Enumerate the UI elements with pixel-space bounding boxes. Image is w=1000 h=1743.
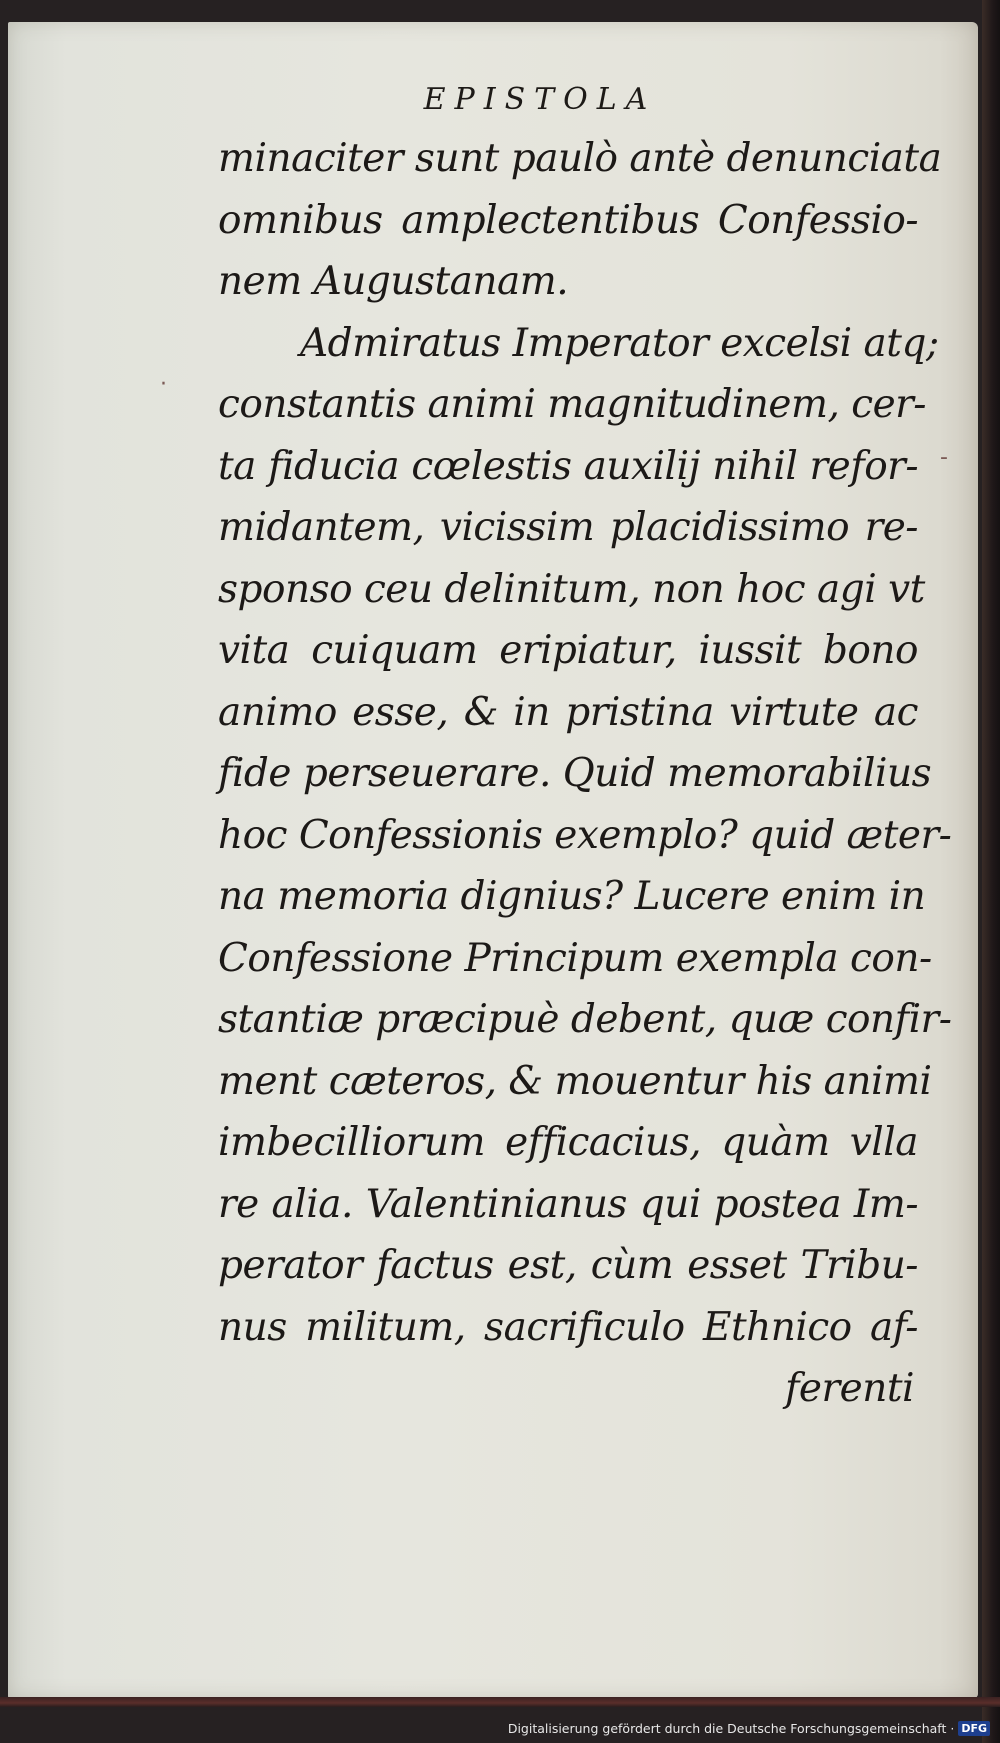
text-line: nem Augustanam.: [218, 259, 569, 304]
text-line: Confessione Principum exempla con-: [218, 935, 932, 981]
text-line: stantiæ præcipuè debent, quæ confir-: [218, 997, 952, 1042]
ink-speck: -: [940, 445, 948, 470]
body-text: [218, 128, 952, 1420]
text-line: perator factus est, cùm esset Tribu-: [218, 1243, 918, 1288]
dfg-logo: DFG: [958, 1721, 990, 1736]
footer-credit: Digitalisierung gefördert durch die Deutsche Forschungsgemeinschaft ·: [507, 1720, 955, 1736]
book-fore-edge: [982, 0, 1000, 1743]
text-line: hoc Confessionis exemplo? quid æter-: [218, 812, 952, 858]
ink-speck: ·: [160, 372, 167, 397]
text-line: minaciter sunt paulò antè denunciata: [218, 136, 942, 181]
catchword: ferenti: [784, 1366, 914, 1411]
text-line: ment cæteros, & mouentur his animi: [218, 1058, 932, 1104]
text-line: Admiratus Imperator excelsi atq;: [300, 320, 939, 366]
text-line: omnibus amplectentibus Confessio-: [218, 197, 918, 243]
text-line: animo esse, & in pristina virtute ac: [218, 689, 918, 735]
text-line: re alia. Valentinianus qui postea Im-: [218, 1181, 918, 1227]
digitization-footer: [508, 1716, 990, 1740]
text-line: na memoria dignius? Lucere enim in: [218, 874, 926, 919]
text-line: nus militum, sacrificulo Ethnico af-: [218, 1304, 918, 1350]
text-line: vita cuiquam eripiatur, iussit bono: [218, 628, 918, 673]
text-line: constantis animi magnitudinem, cer-: [218, 382, 926, 427]
text-line: ta fiducia cœlestis auxilij nihil refor-: [218, 443, 918, 489]
book-bottom-edge: [0, 1697, 1000, 1707]
text-line: midantem, vicissim placidissimo re-: [218, 505, 918, 550]
text-line: sponso ceu delinitum, non hoc agi vt: [218, 566, 925, 612]
text-line: fide perseuerare. Quid memorabilius: [218, 751, 932, 796]
running-header: EPISTOLA: [423, 82, 657, 117]
text-line: imbecilliorum efficacius, quàm vlla: [218, 1120, 918, 1165]
